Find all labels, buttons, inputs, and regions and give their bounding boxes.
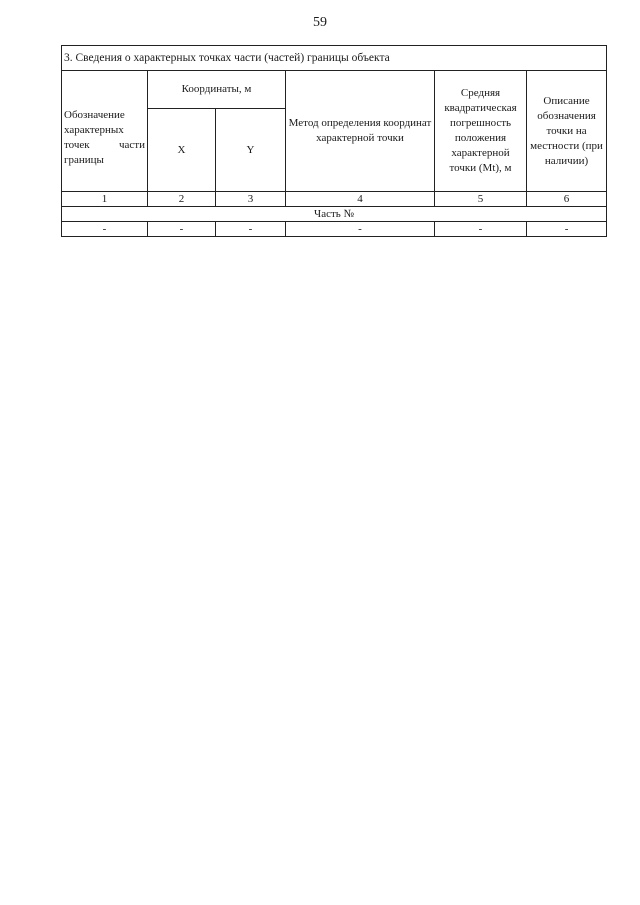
table-cell: -: [286, 222, 435, 237]
column-numbers-row: [62, 192, 607, 207]
table-cell: -: [527, 222, 607, 237]
header-description: Описание обозначения точки на местности (при наличии): [527, 71, 607, 192]
column-number: 5: [435, 192, 527, 207]
part-row: [62, 207, 607, 222]
header-designation: Обозначение характерных точек части границы: [62, 71, 148, 192]
column-number: 6: [527, 192, 607, 207]
column-number: 4: [286, 192, 435, 207]
column-number: 1: [62, 192, 148, 207]
characteristic-points-table: [61, 45, 607, 237]
header-error: Средняя квадратическая погрешность положения характерной точки (Mt), м: [435, 71, 527, 192]
page-number: 59: [313, 15, 327, 30]
table-cell: -: [435, 222, 527, 237]
column-number: 3: [216, 192, 286, 207]
header-y: Y: [216, 109, 286, 192]
column-number: 2: [148, 192, 216, 207]
table-row: [62, 222, 607, 237]
table-cell: -: [62, 222, 148, 237]
table-cell: -: [216, 222, 286, 237]
header-method: Метод определения координат характерной точки: [286, 71, 435, 192]
part-label: Часть №: [62, 207, 607, 222]
header-coordinates: Координаты, м: [148, 71, 286, 109]
table-title: 3. Сведения о характерных точках части (частей) границы объекта: [62, 46, 607, 71]
table-cell: -: [148, 222, 216, 237]
header-x: X: [148, 109, 216, 192]
